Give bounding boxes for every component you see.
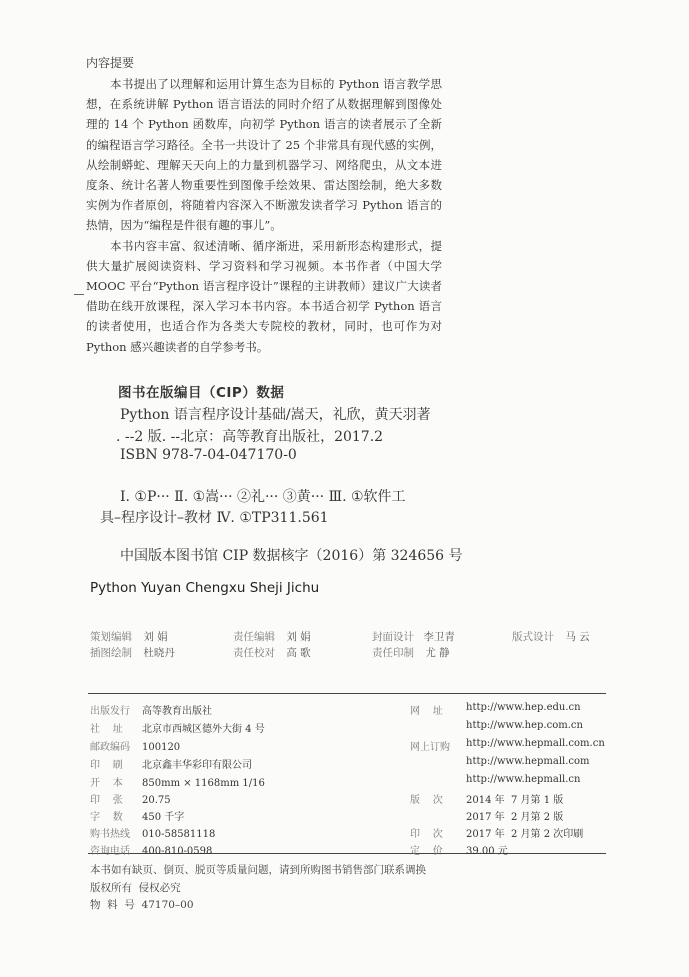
publisher-value: 450 千字 bbox=[142, 812, 185, 823]
summary-body bbox=[86, 74, 442, 357]
credit-planning-editor bbox=[90, 629, 168, 644]
publisher-label: 开 本 bbox=[90, 778, 123, 789]
cip-edition-line: . --2 版. --北京：高等教育出版社，2017.2 bbox=[116, 429, 384, 445]
publisher-label: 社 址 bbox=[90, 724, 123, 735]
edition-value: 2014 年 7 月第 1 版 bbox=[466, 795, 564, 806]
credit-label: 版式设计 bbox=[512, 631, 554, 643]
credit-responsible-editor bbox=[233, 629, 311, 644]
publisher-label: 字 数 bbox=[90, 812, 123, 823]
publisher-row bbox=[90, 825, 215, 840]
item-number: 物 料 号 47170–00 bbox=[90, 899, 194, 911]
credit-proofreading bbox=[233, 645, 311, 660]
publisher-value: 100120 bbox=[142, 742, 181, 753]
publisher-row bbox=[90, 808, 184, 823]
publisher-value: 北京鑫丰华彩印有限公司 bbox=[142, 760, 252, 771]
cip-title-line: Python 语言程序设计基础/嵩天，礼欣，黄天羽著 bbox=[120, 407, 431, 423]
summary-paragraph: 本书内容丰富、叙述清晰、循序渐进，采用新形态构建形式，提供大量扩展阅读资料、学习资料和学习视频。本书作者（中国大学 MOOC 平台“Python 语言程序设计”课程的主讲教师）建议广大读者借助在线开放课程，深入学习本书内容。本书适合初学 Python 语言的读者使用，也适合作为各类大专院校的教材，同时，也可作为对 Python 感兴趣读者的自学参考书。 bbox=[86, 238, 442, 354]
publisher-value: 400-810-0598 bbox=[142, 846, 213, 857]
credit-value: 马 云 bbox=[565, 631, 590, 643]
cip-isbn: ISBN 978-7-04-047170-0 bbox=[120, 447, 297, 463]
credit-value: 李卫青 bbox=[423, 631, 455, 643]
print-value: 2017 年 2 月第 2 次印刷 bbox=[466, 829, 584, 840]
cip-classification-line: Ⅰ. ①P··· Ⅱ. ①嵩··· ②礼··· ③黄··· Ⅲ. ①软件工 bbox=[120, 489, 406, 505]
credit-printing bbox=[372, 645, 450, 660]
credit-value: 尤 静 bbox=[425, 647, 450, 659]
cip-classification-line: 具–程序设计–教材 Ⅳ. ①TP311.561 bbox=[100, 510, 329, 526]
publisher-label: 印 刷 bbox=[90, 760, 123, 771]
publisher-row bbox=[90, 720, 265, 735]
credit-value: 刘 娟 bbox=[143, 631, 168, 643]
credit-label: 策划编辑 bbox=[90, 631, 132, 643]
order-label: 网上订购 bbox=[410, 742, 450, 753]
web-url: http://www.hep.com.cn bbox=[466, 720, 583, 731]
web-url: http://www.hep.edu.cn bbox=[466, 702, 581, 713]
top-rule bbox=[88, 693, 606, 694]
rights-notice: 版权所有 侵权必究 bbox=[90, 882, 181, 894]
quality-notice: 本书如有缺页、倒页、脱页等质量问题，请到所购图书销售部门联系调换 bbox=[90, 864, 426, 876]
cip-heading: 图书在版编目（CIP）数据 bbox=[118, 385, 285, 401]
edition-value: 2017 年 2 月第 2 版 bbox=[466, 812, 564, 823]
publisher-value: 北京市西城区德外大街 4 号 bbox=[142, 724, 265, 735]
publisher-row bbox=[90, 756, 252, 771]
web-label: 网 址 bbox=[410, 706, 443, 717]
publisher-value: 20.75 bbox=[142, 795, 171, 806]
summary-paragraph: 本书提出了以理解和运用计算生态为目标的 Python 语言教学思想，在系统讲解 Python 语言语法的同时介绍了从数据理解到图像处理的 14 个 Python 函数库，向初学 Python 语言的读者展示了全新的编程语言学习路径。全书一共设计了 25 个非常具有现代感的实例，从绘制蟒蛇、理解天天向上的力量到机器学习、网络爬虫，从文本进度条、统计名著人物重要性到图像手绘效果、雷达图绘制，绝大多数实例为作者原创，将随着内容深入不断激发读者学习 Python 语言的热情，因为“编程是件很有趣的事儿”。 bbox=[86, 77, 442, 233]
price-label: 定 价 bbox=[410, 846, 443, 857]
publisher-value: 010-58581118 bbox=[142, 829, 216, 840]
credit-label: 责任校对 bbox=[233, 647, 275, 659]
credit-label: 责任印制 bbox=[372, 647, 414, 659]
credit-label: 责任编辑 bbox=[233, 631, 275, 643]
price-value: 39.00 元 bbox=[466, 846, 508, 857]
publisher-value: 850mm × 1168mm 1/16 bbox=[142, 778, 265, 789]
margin-mark bbox=[74, 294, 84, 295]
credit-label: 封面设计 bbox=[372, 631, 414, 643]
edition-label: 版 次 bbox=[410, 795, 443, 806]
print-label: 印 次 bbox=[410, 829, 443, 840]
pinyin-title: Python Yuyan Chengxu Sheji Jichu bbox=[90, 580, 320, 596]
credit-value: 刘 娟 bbox=[286, 631, 311, 643]
credit-value: 杜晓丹 bbox=[143, 647, 175, 659]
publisher-value: 高等教育出版社 bbox=[142, 706, 212, 717]
cip-number: 中国版本图书馆 CIP 数据核字（2016）第 324656 号 bbox=[120, 548, 463, 564]
publisher-row bbox=[90, 842, 212, 857]
credit-cover-design bbox=[372, 629, 455, 644]
publisher-label: 印 张 bbox=[90, 795, 123, 806]
order-url: http://www.hepmall.cn bbox=[466, 774, 581, 785]
summary-heading: 内容提要 bbox=[86, 56, 135, 70]
publisher-row bbox=[90, 702, 212, 717]
publisher-row bbox=[90, 738, 180, 753]
publisher-row bbox=[90, 791, 171, 806]
credit-value: 高 歌 bbox=[286, 647, 311, 659]
publisher-label: 咨询电话 bbox=[90, 846, 130, 857]
credit-layout-design bbox=[512, 629, 590, 644]
publisher-label: 购书热线 bbox=[90, 829, 130, 840]
publisher-label: 出版发行 bbox=[90, 706, 130, 717]
credit-illustration bbox=[90, 645, 175, 660]
publisher-label: 邮政编码 bbox=[90, 742, 130, 753]
credit-label: 插图绘制 bbox=[90, 647, 132, 659]
order-url: http://www.hepmall.com bbox=[466, 756, 590, 767]
order-url: http://www.hepmall.com.cn bbox=[466, 738, 605, 749]
publisher-row bbox=[90, 774, 265, 789]
